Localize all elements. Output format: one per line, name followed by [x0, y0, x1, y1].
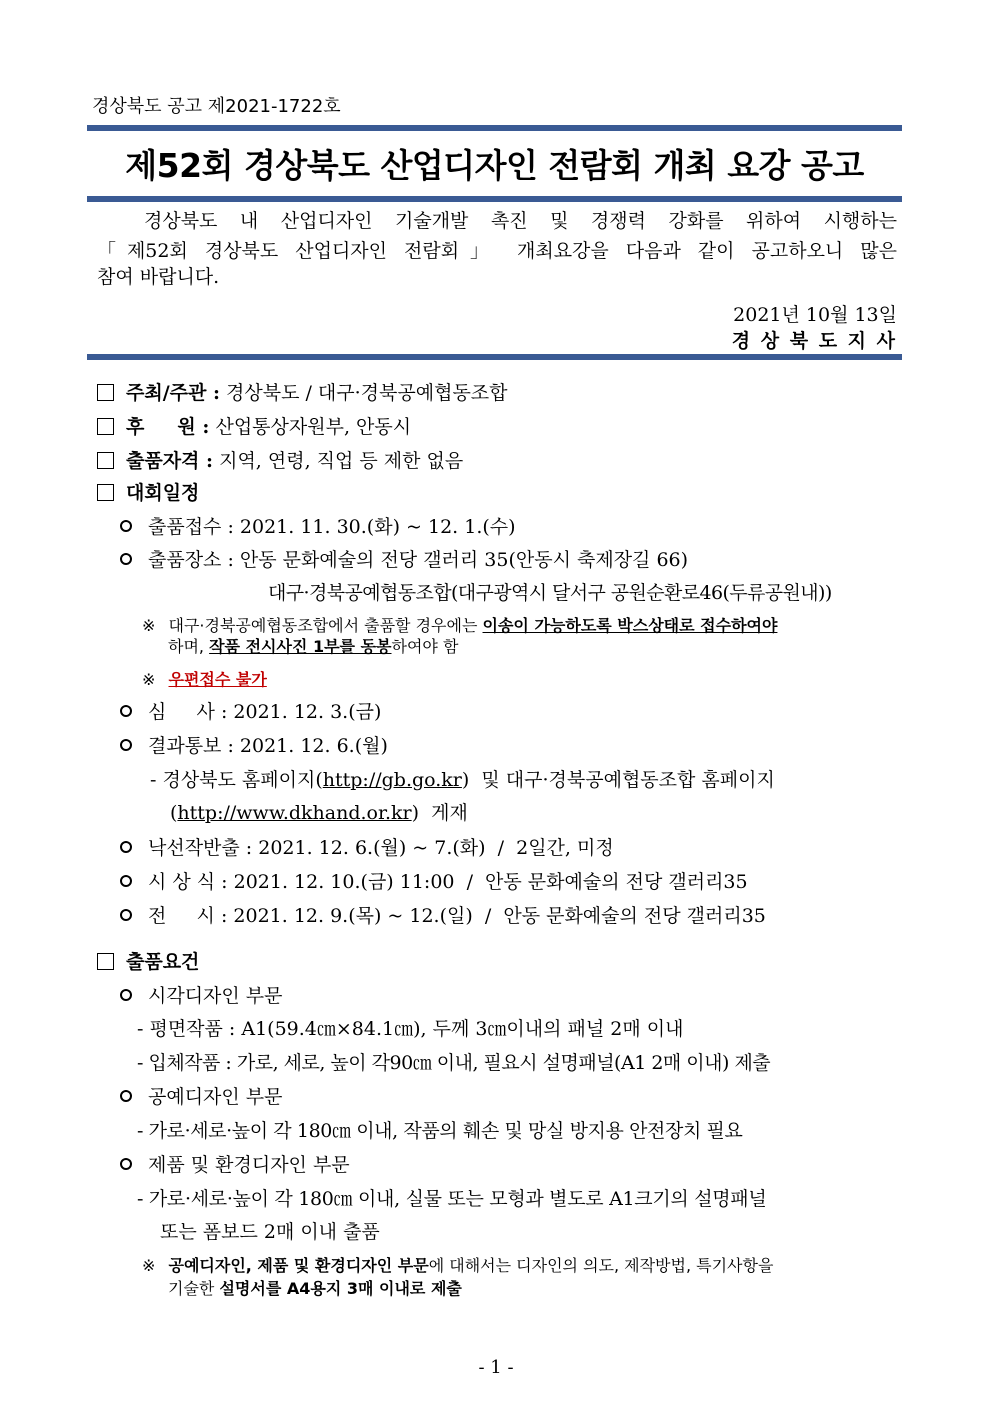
schedule-venue-2: 대구·경북공예협동조합(대구광역시 달서구 공원순환로46(두류공원내)) [268, 582, 832, 604]
req-visual: 시각디자인 부문 [120, 981, 283, 1008]
note-emphasis: 공예디자인, 제품 및 환경디자인 부문 [168, 1256, 429, 1275]
no-mail-notice: 우편접수 불가 [168, 670, 267, 689]
schedule-label: 대회일정 [126, 482, 200, 504]
req-product-sub-2: 또는 폼보드 2매 이내 출품 [160, 1221, 380, 1243]
top-rule [87, 125, 902, 131]
item-host [97, 378, 508, 405]
circle-bullet-icon [120, 1158, 132, 1170]
circle-bullet-icon [120, 841, 132, 853]
item-eligibility [97, 446, 463, 473]
schedule-venue: 출품장소 : 안동 문화예술의 전당 갤러리 35(안동시 축제장길 66) [120, 545, 688, 572]
sign-rule [87, 354, 902, 360]
circle-bullet-icon [120, 520, 132, 532]
page-number: - 1 - [478, 1357, 514, 1378]
req-craft: 공예디자인 부문 [120, 1082, 283, 1109]
note-1-cont: 하며, 작품 전시사진 1부를 동봉하여야 함 [168, 637, 459, 656]
host-value: 경상북도 / 대구·경북공예협동조합 [226, 382, 508, 404]
note-mark: ※ [142, 616, 156, 635]
announce-date: 2021년 10월 13일 [733, 304, 897, 326]
req-visual-sub-1: - 평면작품 : A1(59.4㎝×84.1㎝), 두께 3㎝이내의 패널 2매 이내 [137, 1018, 684, 1040]
circle-bullet-icon [120, 553, 132, 565]
result-sub-2: (http://www.dkhand.or.kr) 게재 [170, 802, 468, 824]
circle-bullet-icon [120, 739, 132, 751]
gb-homepage-link[interactable]: http://gb.go.kr [322, 769, 462, 791]
schedule-exhibit: 전 시 : 2021. 12. 9.(목) ~ 12.(일) / 안동 문화예술의 전당 갤러리35 [120, 901, 766, 928]
note-emphasis: 이송이 가능하도록 박스상태로 접수하여야 [482, 616, 778, 635]
req-note-cont: 기술한 설명서를 A4용지 3매 이내로 제출 [168, 1279, 462, 1298]
note-emphasis: 설명서를 A4용지 3매 이내로 제출 [219, 1279, 462, 1298]
item-schedule [97, 478, 199, 505]
note-emphasis: 작품 전시사진 1부를 동봉 [209, 637, 392, 656]
note-mark: ※ [142, 670, 156, 689]
sponsor-value: 산업통상자원부, 안동시 [215, 416, 412, 438]
intro-line-1: 경상북도 내 산업디자인 기술개발 촉진 및 경쟁력 강화를 위하여 시행하는 [144, 210, 897, 232]
checkbox-icon [97, 452, 114, 469]
page-title: 제52회 경상북도 산업디자인 전람회 개최 요강 공고 [125, 146, 864, 185]
note-1: ※ 대구·경북공예협동조합에서 출품할 경우에는 이송이 가능하도록 박스상태로 접수하여야 [142, 616, 778, 635]
req-visual-sub-2: - 입체작품 : 가로, 세로, 높이 각90㎝ 이내, 필요시 설명패널(A1 2매 이내) 제출 [137, 1052, 771, 1074]
schedule-result: 결과통보 : 2021. 12. 6.(월) [120, 731, 388, 758]
item-requirements [97, 947, 199, 974]
title-rule [87, 196, 902, 202]
intro-line-2: 「제52회 경상북도 산업디자인 전람회」 개최요강을 다음과 같이 공고하오니 많은 [97, 240, 897, 262]
req-product-sub-1: - 가로·세로·높이 각 180㎝ 이내, 실물 또는 모형과 별도로 A1크기의 설명패널 [137, 1188, 767, 1210]
checkbox-icon [97, 953, 114, 970]
dkhand-homepage-link[interactable]: http://www.dkhand.or.kr [177, 802, 412, 824]
schedule-receipt: 출품접수 : 2021. 11. 30.(화) ~ 12. 1.(수) [120, 512, 516, 539]
result-sub-1: - 경상북도 홈페이지(http://gb.go.kr) 및 대구·경북공예협동조합 홈페이지 [150, 769, 775, 791]
circle-bullet-icon [120, 989, 132, 1001]
eligibility-label: 출품자격 : [126, 450, 214, 472]
req-product: 제품 및 환경디자인 부문 [120, 1150, 350, 1177]
note-mark: ※ [142, 1256, 156, 1275]
host-label: 주최/주관 : [126, 382, 220, 404]
schedule-return: 낙선작반출 : 2021. 12. 6.(월) ~ 7.(화) / 2일간, 미정 [120, 833, 614, 860]
issuer: 경 상 북 도 지 사 [731, 330, 897, 352]
circle-bullet-icon [120, 909, 132, 921]
req-note: ※ 공예디자인, 제품 및 환경디자인 부문에 대해서는 디자인의 의도, 제작방법, 특기사항을 [142, 1256, 774, 1275]
req-craft-sub-1: - 가로·세로·높이 각 180㎝ 이내, 작품의 훼손 및 망실 방지용 안전장치 필요 [137, 1120, 743, 1142]
sponsor-label: 후 원 : [126, 416, 210, 438]
eligibility-value: 지역, 연령, 직업 등 제한 없음 [219, 450, 464, 472]
circle-bullet-icon [120, 875, 132, 887]
checkbox-icon [97, 384, 114, 401]
schedule-award: 시 상 식 : 2021. 12. 10.(금) 11:00 / 안동 문화예술의 전당 갤러리35 [120, 867, 748, 894]
item-sponsor [97, 412, 411, 439]
intro-line-3: 참여 바랍니다. [97, 266, 220, 288]
note-2 [142, 667, 267, 690]
circle-bullet-icon [120, 705, 132, 717]
requirements-label: 출품요건 [126, 951, 200, 973]
checkbox-icon [97, 418, 114, 435]
notice-number: 경상북도 공고 제2021-1722호 [92, 96, 341, 117]
checkbox-icon [97, 484, 114, 501]
circle-bullet-icon [120, 1090, 132, 1102]
schedule-review: 심 사 : 2021. 12. 3.(금) [120, 697, 381, 724]
